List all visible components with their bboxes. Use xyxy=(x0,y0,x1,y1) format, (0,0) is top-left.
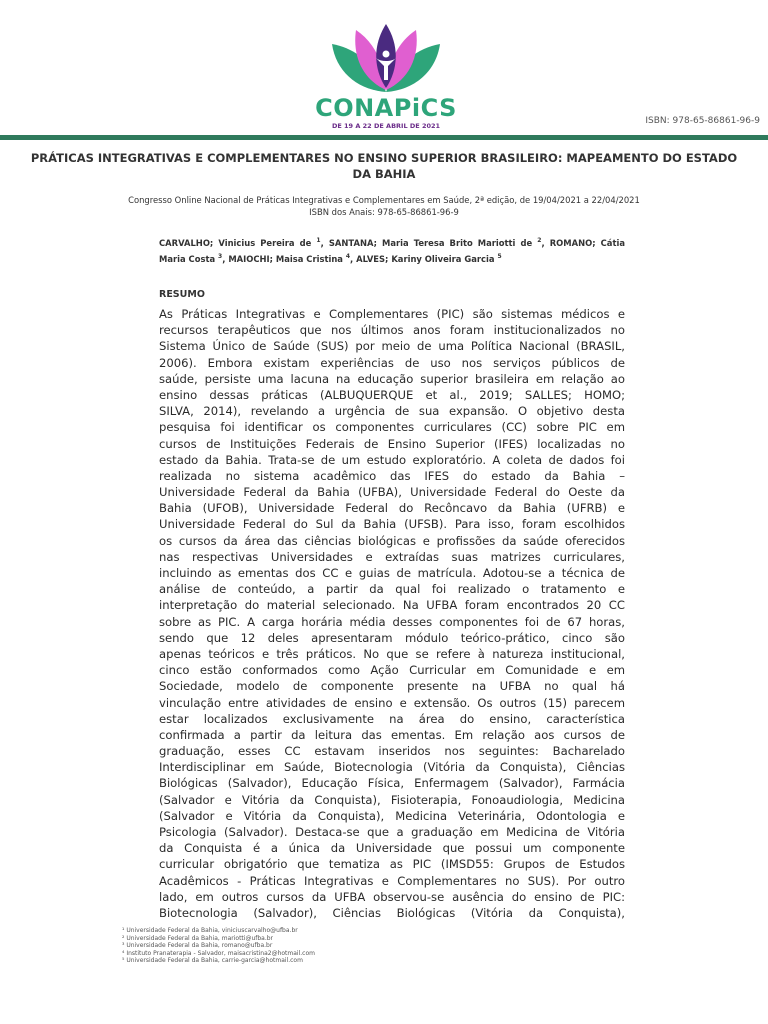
author-name: CARVALHO; Vinicius Pereira de xyxy=(159,237,317,248)
abstract-line: vinculação entre atividades de ensino e extensão. Os outros (15) parecem xyxy=(159,695,625,710)
abstract-line: realizada no sistema acadêmico das IFES do estado da Bahia – xyxy=(159,468,625,483)
abstract-line: Acadêmicos - Práticas Integrativas e Complementares no SUS). Por outro xyxy=(159,873,625,888)
abstract-line: nas respectivas Universidades e extraídas suas matrizes curriculares, xyxy=(159,549,625,564)
abstract-line: SILVA, 2014), revelando a urgência de sua expansão. O objetivo desta xyxy=(159,404,625,419)
event-line: Congresso Online Nacional de Práticas Integrativas e Complementares em Saúde, 2ª edição, de 19/04/2021 a 22/04/2021 xyxy=(128,195,640,205)
event-isbn-line: ISBN dos Anais: 978-65-86861-96-9 xyxy=(309,206,459,217)
page-header xyxy=(0,0,768,140)
abstract-line: apenas teóricos e três práticos. No que se refere à natureza institucional, xyxy=(159,646,625,661)
abstract-line: Bahia (UFOB), Universidade Federal do Recôncavo da Bahia (UFRB) e xyxy=(159,501,625,516)
abstract-line: incluindo as ementas dos CC e guias de matrícula. Adotou-se a técnica de xyxy=(159,566,625,580)
author-name: ALVES; Kariny Oliveira Garcia xyxy=(356,253,498,264)
abstract-line: lado, em outros cursos da UFBA observou-se ausência do ensino de PIC: xyxy=(159,889,625,904)
lotus-icon xyxy=(314,22,458,94)
abstract-line: graduação, esses CC estavam inseridos nos seguintes: Bacharelado xyxy=(159,744,625,759)
footnote: ² Universidade Federal da Bahia, mariotti@ufba.br xyxy=(122,934,274,942)
author-separator: , xyxy=(222,253,229,264)
abstract-line: sobre as PIC. A carga horária média desses componentes foi de 67 horas, xyxy=(159,614,625,629)
footnote: ³ Universidade Federal da Bahia, romano@ufba.br xyxy=(122,942,273,950)
author-affiliation-mark: 1 xyxy=(316,237,321,244)
author-name: SANTANA; Maria Teresa Brito Mariotti de xyxy=(328,237,538,248)
logo-wordmark: CONAPiCS xyxy=(315,94,457,122)
abstract-body xyxy=(159,306,625,921)
abstract-line: Interdisciplinar em Saúde, Biotecnologia (Vitória da Conquista), Ciências xyxy=(159,760,625,775)
abstract-line: cinco estão conformados como Ação Curricular em Comunidade e em xyxy=(159,663,625,678)
abstract-line: análise de conteúdo, a partir da qual foi realizado o tratamento e xyxy=(159,582,625,597)
footnotes xyxy=(122,927,522,965)
abstract-line: As Práticas Integrativas e Complementares (PIC) são sistemas médicos e xyxy=(159,307,625,321)
paper-title xyxy=(0,150,768,182)
abstract-line: sendo que 12 deles apresentaram módulo teórico-prático, cinco são xyxy=(159,630,625,645)
abstract-line: (Salvador e Vitória da Conquista), Fisioterapia, Fonoaudiologia, Medicina xyxy=(159,792,625,807)
abstract-line: interpretação do material selecionado. Na UFBA foram encontrados 20 CC xyxy=(159,598,625,613)
abstract-line: confirmada a partir da leitura das ementas. Em relação aos cursos de xyxy=(159,727,625,742)
abstract-line: Universidade Federal da Bahia (UFBA), Universidade Federal do Oeste da xyxy=(159,485,625,500)
title-line: DA BAHIA xyxy=(352,167,416,181)
abstract-line: Universidade Federal do Sul da Bahia (UFSB). Para isso, foram escolhidos xyxy=(159,517,625,532)
author-affiliation-mark: 2 xyxy=(537,237,542,244)
abstract-line: curricular obrigatório que tematiza as PIC (IMSD55: Grupos de Estudos xyxy=(159,857,625,872)
abstract-line: estado da Bahia. Trata-se de um estudo exploratório. A coleta de dados foi xyxy=(159,452,625,467)
abstract-line: Sistema Único de Saúde (SUS) por meio de uma Política Nacional (BRASIL, xyxy=(159,339,625,354)
author-affiliation-mark: 5 xyxy=(497,252,502,260)
abstract-line: cursos de Instituições Federais de Ensino Superior (IFES) localizadas no xyxy=(159,436,625,451)
logo-event-date: DE 19 A 22 DE ABRIL DE 2021 xyxy=(331,122,441,130)
footnote: ¹ Universidade Federal da Bahia, viniciuscarvalho@ufba.br xyxy=(122,927,298,934)
author-name: MAIOCHI; Maisa Cristina xyxy=(228,253,346,264)
conapics-logo xyxy=(314,22,458,134)
abstract-line: 2006). Embora existam experiências de uso nos serviços públicos de xyxy=(159,355,625,370)
abstract-line: da Conquista é a única da Universidade que possui um componente xyxy=(159,841,625,856)
abstract-line: (Salvador e Vitória da Conquista), Medicina Veterinária, Odontologia e xyxy=(159,808,625,823)
author-affiliation-mark: 4 xyxy=(345,252,351,260)
abstract-line: Biotecnologia (Salvador), Ciências Biológicas (Vitória da Conquista), xyxy=(159,905,625,920)
abstract-line: Biológicas (Salvador), Educação Física, Enfermagem (Salvador), Farmácia xyxy=(159,776,625,791)
title-line: PRÁTICAS INTEGRATIVAS E COMPLEMENTARES NO ENSINO SUPERIOR BRASILEIRO: MAPEAMENTO DO ESTADO xyxy=(30,151,738,165)
author-separator: , xyxy=(320,237,329,248)
author-separator: , xyxy=(350,253,357,264)
author-separator: , xyxy=(541,237,550,248)
abstract-line: estar localizados exclusivamente na área do ensino, característica xyxy=(159,711,625,726)
abstract-line: recursos terapêuticos que nos últimos anos foram institucionalizados no xyxy=(159,323,625,338)
author-name: ROMANO; Cátia Maria Costa xyxy=(159,237,625,264)
isbn-label: ISBN: 978-65-86861-96-9 xyxy=(645,116,760,126)
abstract-line: pesquisa foi identificar os componentes curriculares (CC) sobre PIC em xyxy=(159,420,625,435)
abstract-line: Sociedade, modelo de componente presente na UFBA no qual há xyxy=(159,679,625,694)
header-divider xyxy=(0,135,768,140)
author-affiliation-mark: 3 xyxy=(218,252,223,260)
author-list xyxy=(159,234,625,266)
abstract-line: Psicologia (Salvador). Destaca-se que a graduação em Medicina de Vitória xyxy=(159,825,625,839)
abstract-line: ensino dessas práticas (ALBUQUERQUE et al., 2019; SALLES; HOMO; xyxy=(159,387,625,402)
event-info xyxy=(60,195,708,218)
abstract-line: saúde, persiste uma lacuna na educação superior brasileira em relação ao xyxy=(159,371,625,386)
footnote: ⁵ Universidade Federal da Bahia, carrie-garcia@hotmail.com xyxy=(122,957,303,965)
footnote: ⁴ Instituto Pranaterapia - Salvador, maisacristina2@hotmail.com xyxy=(122,949,315,957)
abstract-heading: RESUMO xyxy=(159,289,205,300)
abstract-line: os cursos da área das ciências biológicas e profissões da saúde oferecidos xyxy=(159,533,625,548)
